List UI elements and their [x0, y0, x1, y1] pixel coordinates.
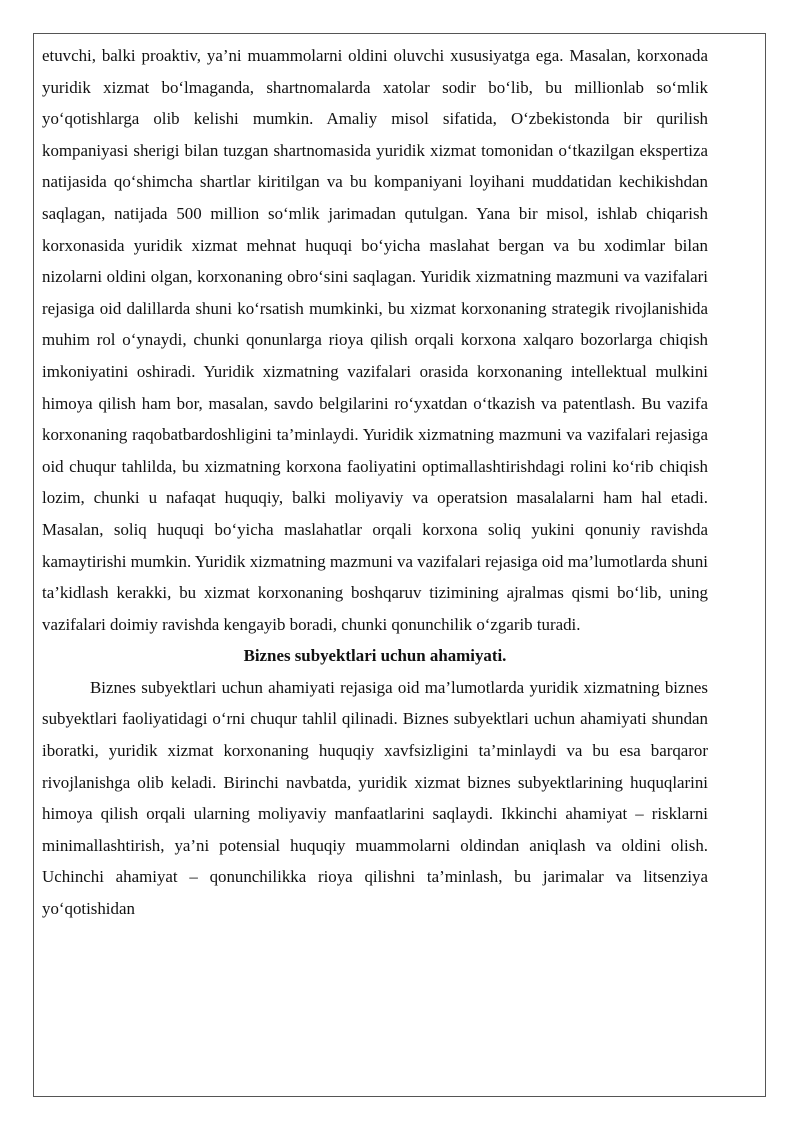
body-paragraph: etuvchi, balki proaktiv, ya’ni muammolarni oldini oluvchi xususiyatga ega. Masalan, korxonada yuridik xizmat bo‘lmaganda, shartnomalarda xatolar sodir bo‘lib, bu millionlab so‘mlik yo‘qotishlarga olib kelishi mumkin. Amaliy misol sifatida, O‘zbekistonda bir qurilish kompaniyasi sherigi bilan tuzgan shartnomasida yuridik xizmat tomonidan o‘tkazilgan ekspertiza natijasida qo‘shimcha shartlar kiritilgan va bu kompaniyani loyihani muddatidan kechikishdan saqlagan, natijada 500 million so‘mlik jarimadan qutulgan. Yana bir misol, ishlab chiqarish korxonasida yuridik xizmat mehnat huquqi bo‘yicha maslahat bergan va bu xodimlar bilan nizolarni oldini olgan, korxonaning obro‘sini saqlagan. Yuridik xizmatning mazmuni va vazifalari rejasiga oid dalillarda shuni ko‘rsatish mumkinki, bu xizmat korxonaning strategik rivojlanishida muhim rol o‘ynaydi, chunki qonunlarga rioya qilish orqali korxona xalqaro bozorlarga chiqish imkoniyatini oshiradi. Yuridik xizmatning vazifalari orasida korxonaning intellektual mulkini himoya qilish ham bor, masalan, savdo belgilarini ro‘yxatdan o‘tkazish va patentlash. Bu vazifa korxonaning raqobatbardoshligini ta’minlaydi. Yuridik xizmatning mazmuni va vazifalari rejasiga oid chuqur tahlilda, bu xizmatning korxona faoliyatini optimallashtirishdagi rolini ko‘rib chiqish lozim, chunki u nafaqat huquqiy, balki moliyaviy va operatsion masalalarni ham hal etadi. Masalan, soliq huquqi bo‘yicha maslahatlar orqali korxona soliq yukini qonuniy ravishda kamaytirishi mumkin. Yuridik xizmatning mazmuni va vazifalari rejasiga oid ma’lumotlarda shuni ta’kidlash kerakki, bu xizmat korxonaning boshqaruv tizimining ajralmas qismi bo‘lib, uning vazifalari doimiy ravishda kengayib boradi, chunki qonunchilik o‘zgarib turadi.: [42, 46, 708, 634]
section-heading: Biznes subyektlari uchun ahamiyati.: [243, 646, 507, 666]
document-body: [42, 40, 708, 925]
body-paragraph: Biznes subyektlari uchun ahamiyati rejasiga oid ma’lumotlarda yuridik xizmatning biznes subyektlari faoliyatidagi o‘rni chuqur tahlil qilinadi. Biznes subyektlari uchun ahamiyati shundan iboratki, yuridik xizmat korxonaning huquqiy xavfsizligini ta’minlaydi va bu esa barqaror rivojlanishga olib keladi. Birinchi navbatda, yuridik xizmat biznes subyektlarining huquqlarini himoya qilish orqali ularning moliyaviy manfaatlarini saqlaydi. Ikkinchi ahamiyat – risklarni minimallashtirish, ya’ni potensial huquqiy muammolarni oldindan aniqlash va oldini olish. Uchinchi ahamiyat – qonunchilikka rioya qilishni ta’minlash, bu jarimalar va litsenziya yo‘qotishidan: [42, 677, 708, 919]
